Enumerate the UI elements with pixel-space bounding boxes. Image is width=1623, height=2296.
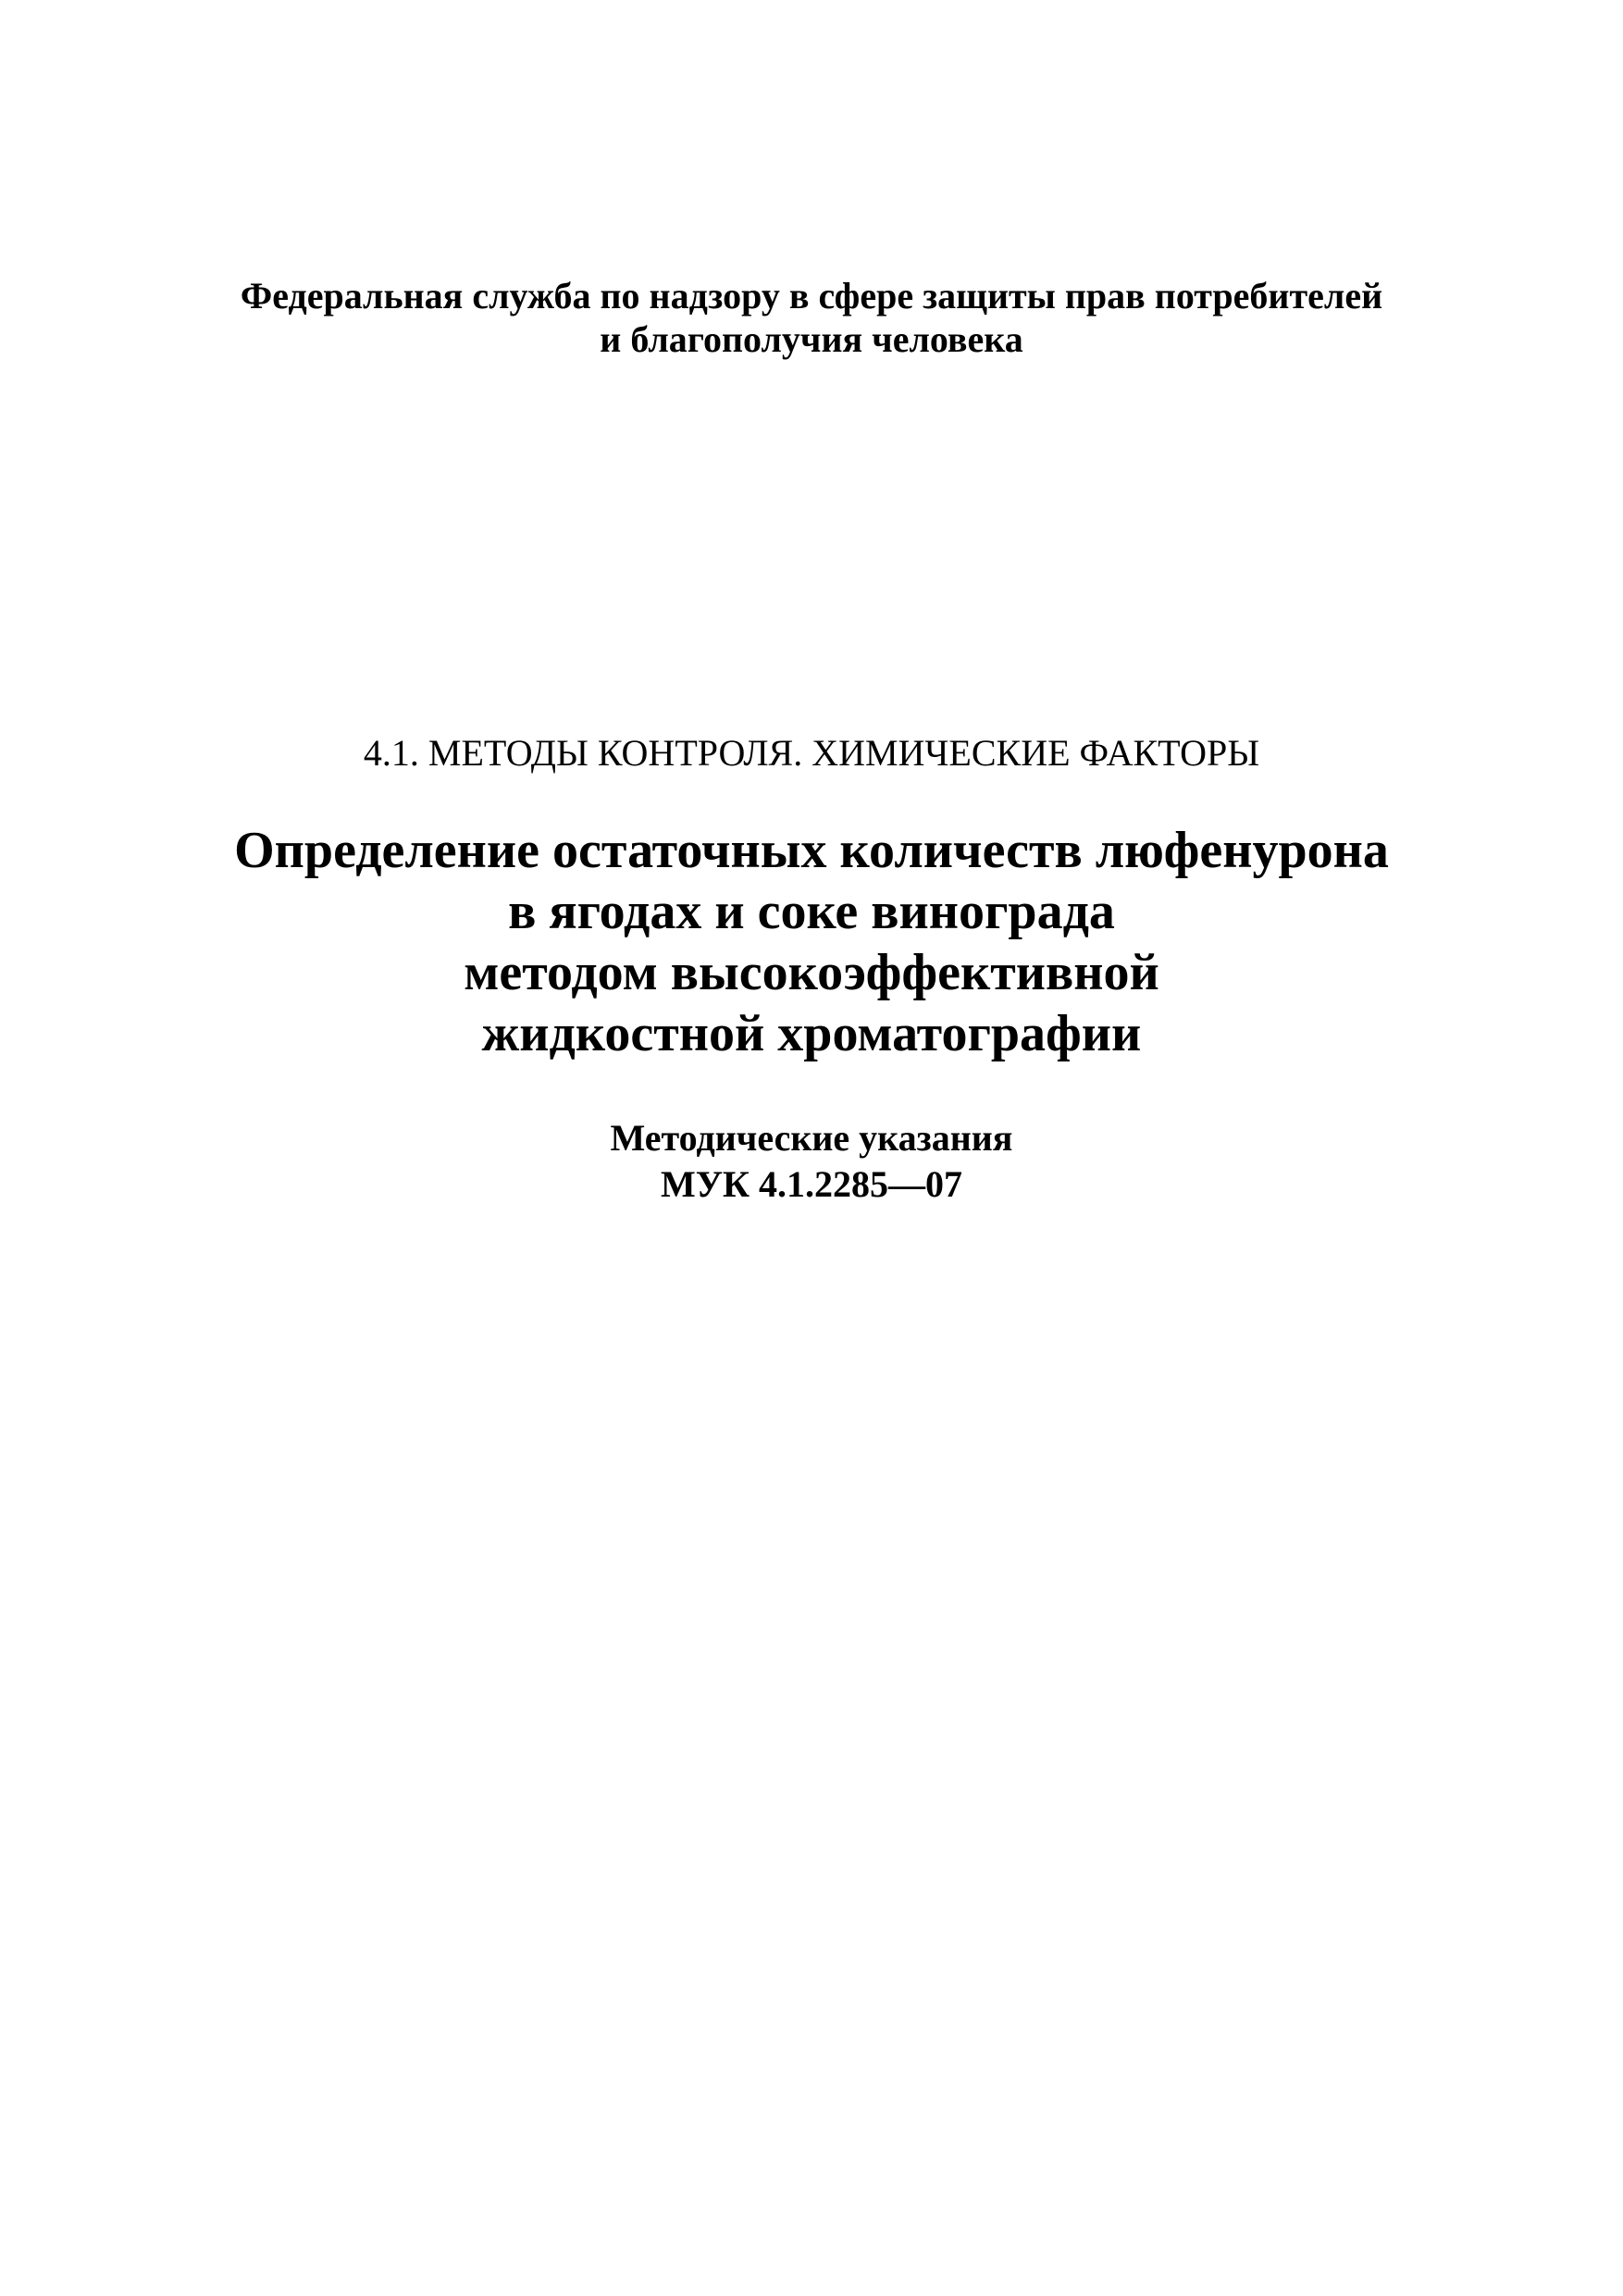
document-type: Методические указания	[610, 1117, 1013, 1159]
document-title	[0, 820, 1623, 1064]
section-heading-text: 4.1. МЕТОДЫ КОНТРОЛЯ. ХИМИЧЕСКИЕ ФАКТОРЫ	[363, 732, 1260, 774]
title-line-3: методом высокоэффективной	[464, 944, 1159, 1001]
title-line-1: Определение остаточных количеств люфенурона	[234, 822, 1389, 879]
section-heading	[0, 731, 1623, 776]
document-code: МУК 4.1.2285—07	[660, 1163, 963, 1205]
agency-line-1: Федеральная служба по надзору в сфере защиты прав потребителей	[240, 275, 1383, 316]
agency-line-2: и благополучия человека	[600, 318, 1023, 360]
title-line-2: в ягодах и соке винограда	[508, 883, 1115, 940]
title-line-4: жидкостной хроматографии	[481, 1005, 1142, 1062]
document-type-block	[0, 1115, 1623, 1208]
agency-header	[0, 274, 1623, 361]
